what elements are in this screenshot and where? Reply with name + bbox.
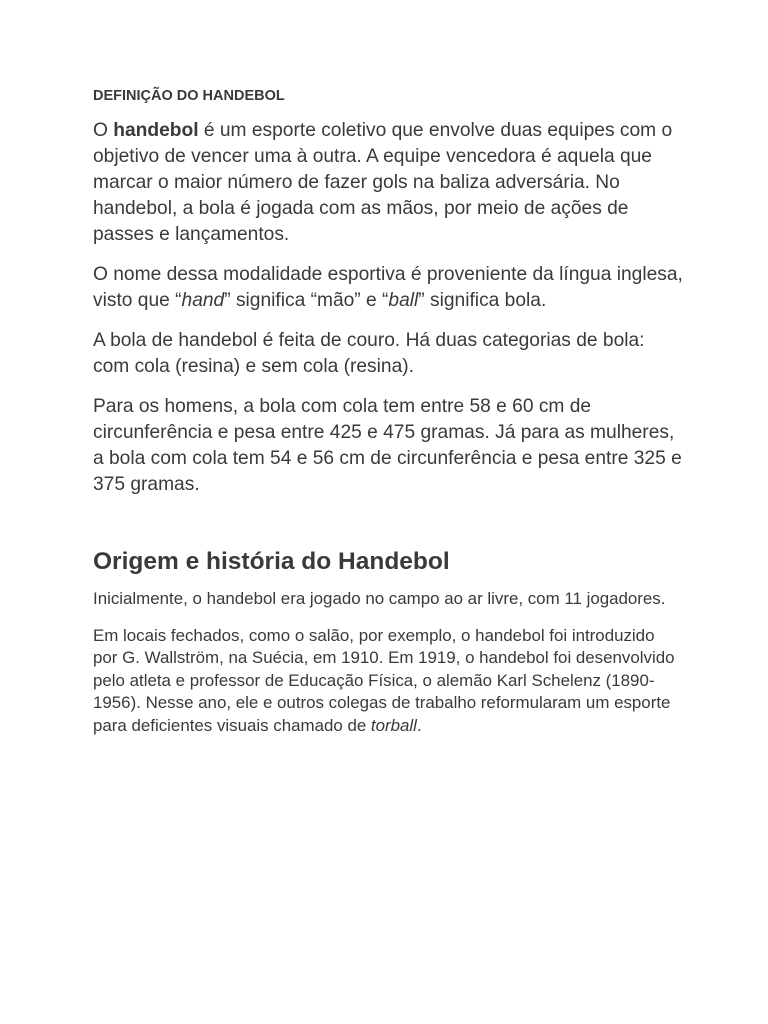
definition-paragraph-2 (93, 262, 683, 314)
history-heading: Origem e história do Handebol (93, 548, 450, 575)
history-section (93, 588, 683, 738)
history-p2-italic-torball: torball (370, 715, 417, 735)
history-paragraph-2 (93, 625, 683, 738)
definition-paragraph-3: A bola de handebol é feita de couro. Há duas categorias de bola: com cola (resina) e sem cola (resina). (93, 330, 645, 377)
p2-mid: ” significa “mão” e “ (224, 290, 389, 311)
p2-italic-ball: ball (388, 290, 419, 311)
history-p2-text: Em locais fechados, como o salão, por exemplo, o handebol foi introduzido por G. Wallström, na Suécia, em 1910. Em 1919, o handebol foi desenvolvido pelo atleta e professor de Educação Física, o alemão Karl Schelenz (1890-1956). Nesse ano, ele e outros colegas de trabalho reformularam um esporte para deficientes visuais chamado de (93, 625, 675, 735)
section-label: DEFINIÇÃO DO HANDEBOL (93, 88, 285, 104)
history-p2-end: . (416, 715, 422, 735)
p2-pre: O nome dessa modalidade esportiva é proveniente da língua inglesa, visto que “ (93, 264, 683, 311)
p2-post: ” significa bola. (418, 290, 547, 311)
definition-paragraph-4: Para os homens, a bola com cola tem entre 58 e 60 cm de circunferência e pesa entre 425 e 475 gramas. Já para as mulheres, a bola com cola tem 54 e 56 cm de circunferência e pesa entre 325 e 375 gramas. (93, 396, 682, 495)
p1-post: é um esporte coletivo que envolve duas equipes com o objetivo de vencer uma à outra. A equipe vencedora é aquela que marcar o maior número de fazer gols na baliza adversária. No handebol, a bola é jogada com as mãos, por meio de ações de passes e lançamentos. (93, 120, 673, 245)
history-paragraph-1: Inicialmente, o handebol era jogado no campo ao ar livre, com 11 jogadores. (93, 589, 666, 608)
document-page (93, 86, 683, 752)
definition-paragraph-1 (93, 118, 683, 248)
p1-bold-term: handebol (113, 120, 199, 141)
p1-pre: O (93, 120, 114, 141)
p2-italic-hand: hand (181, 290, 225, 311)
definition-section (93, 118, 683, 498)
